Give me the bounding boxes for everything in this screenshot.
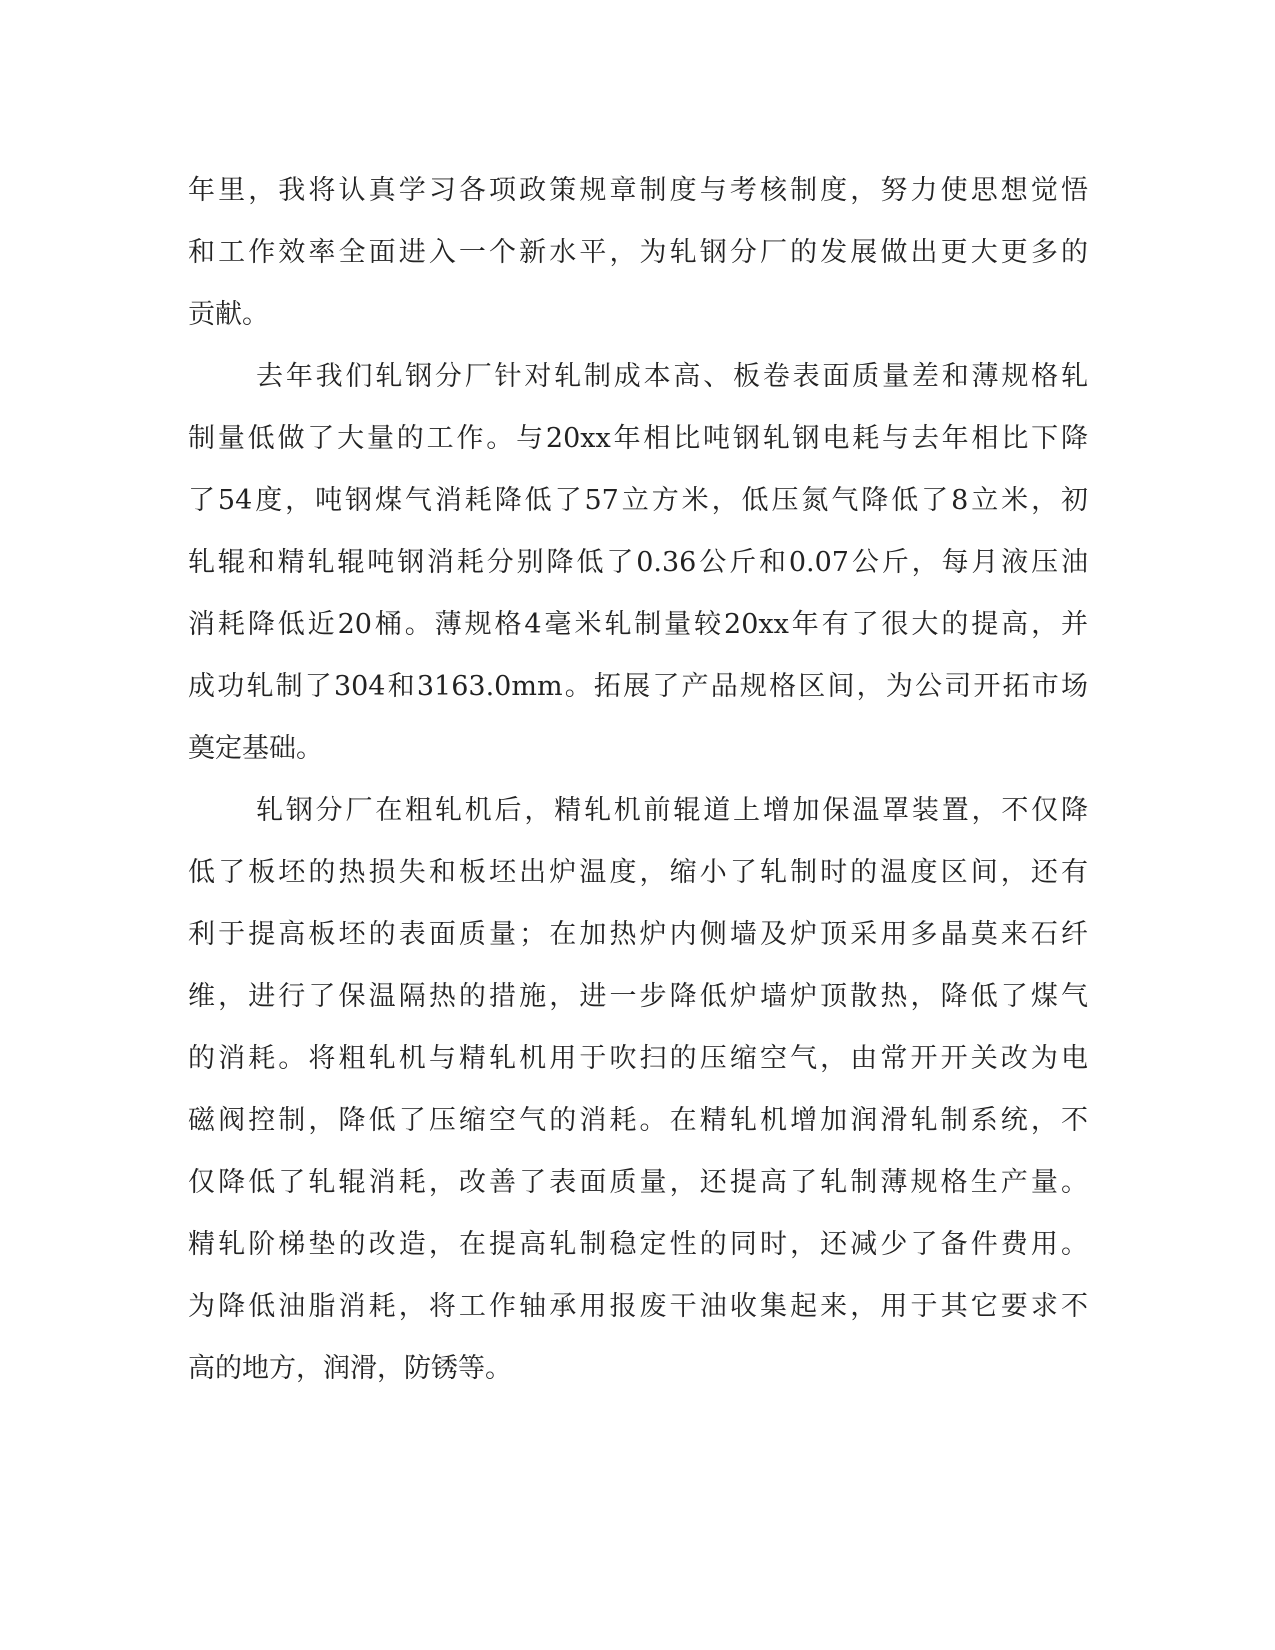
text-line: 轧钢分厂在粗轧机后，精轧机前辊道上增加保温罩装置，不仅降 xyxy=(256,795,1088,826)
text-line: 去年我们轧钢分厂针对轧制成本高、板卷表面质量差和薄规格轧 xyxy=(256,361,1088,392)
text-line: 贡献。 xyxy=(188,299,269,330)
text-line: 精轧阶梯垫的改造，在提高轧制稳定性的同时，还减少了备件费用。 xyxy=(188,1229,1088,1260)
text-line: 磁阀控制，降低了压缩空气的消耗。在精轧机增加润滑轧制系统，不 xyxy=(188,1105,1088,1136)
text-line: 制量低做了大量的工作。与20xx年相比吨钢轧钢电耗与去年相比下降 xyxy=(188,423,1088,454)
text-line: 的消耗。将粗轧机与精轧机用于吹扫的压缩空气，由常开开关改为电 xyxy=(188,1043,1088,1074)
text-line: 消耗降低近20桶。薄规格4毫米轧制量较20xx年有了很大的提高，并 xyxy=(188,609,1088,640)
text-line: 年里，我将认真学习各项政策规章制度与考核制度，努力使思想觉悟 xyxy=(188,175,1088,206)
text-line: 奠定基础。 xyxy=(188,733,323,764)
paragraph-3 xyxy=(188,780,1088,1400)
text-line: 低了板坯的热损失和板坯出炉温度，缩小了轧制时的温度区间，还有 xyxy=(188,857,1088,888)
paragraph-2 xyxy=(188,346,1088,780)
text-line: 和工作效率全面进入一个新水平，为轧钢分厂的发展做出更大更多的 xyxy=(188,237,1088,268)
text-line: 成功轧制了304和3163.0mm。拓展了产品规格区间，为公司开拓市场 xyxy=(188,671,1088,702)
text-line: 轧辊和精轧辊吨钢消耗分别降低了0.36公斤和0.07公斤，每月液压油 xyxy=(188,547,1088,578)
paragraph-1 xyxy=(188,160,1088,346)
text-line: 利于提高板坯的表面质量；在加热炉内侧墙及炉顶采用多晶莫来石纤 xyxy=(188,919,1088,950)
text-line: 仅降低了轧辊消耗，改善了表面质量，还提高了轧制薄规格生产量。 xyxy=(188,1167,1088,1198)
text-line: 为降低油脂消耗，将工作轴承用报废干油收集起来，用于其它要求不 xyxy=(188,1291,1088,1322)
text-line: 维，进行了保温隔热的措施，进一步降低炉墙炉顶散热，降低了煤气 xyxy=(188,981,1088,1012)
document-body xyxy=(188,160,1088,1400)
text-line: 高的地方，润滑，防锈等。 xyxy=(188,1353,512,1384)
text-line: 了54度，吨钢煤气消耗降低了57立方米，低压氮气降低了8立米，初 xyxy=(188,485,1088,516)
